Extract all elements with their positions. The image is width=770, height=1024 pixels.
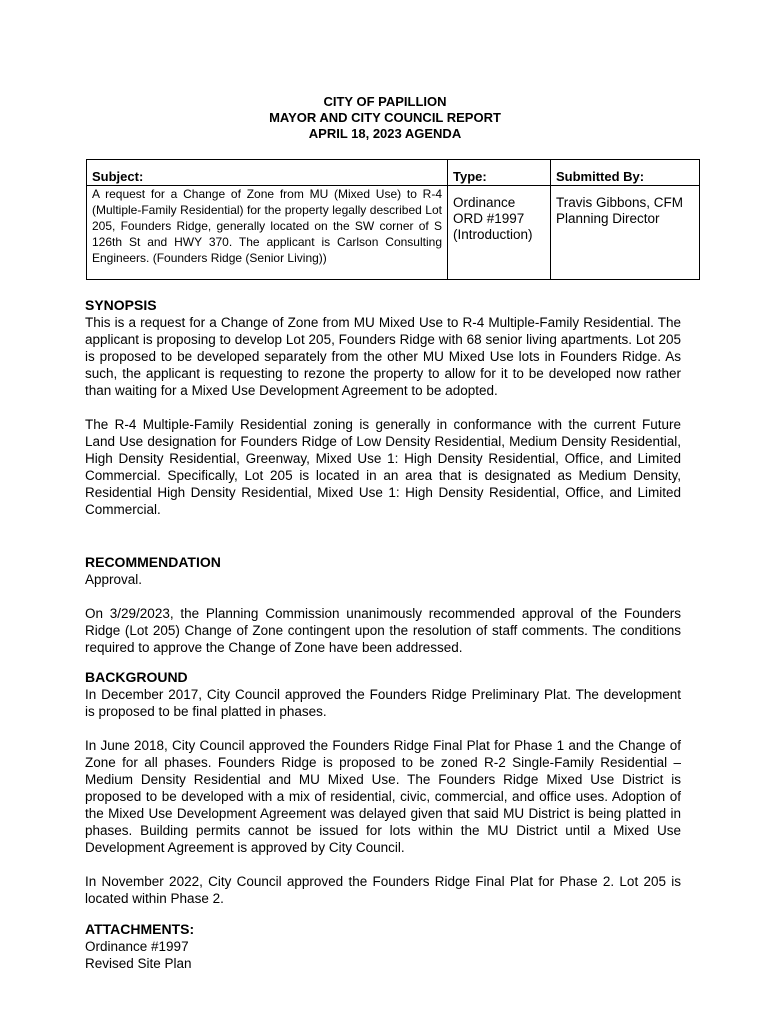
background-paragraph: In November 2022, City Council approved the Founders Ridge Final Plat for Phase 2. Lot 205 is located within Phase 2.	[85, 874, 681, 906]
table-row	[87, 186, 700, 280]
type-cell	[448, 186, 551, 280]
recommendation-paragraph: Approval.	[85, 572, 143, 587]
agenda-item-table	[86, 159, 700, 280]
agenda-date: APRIL 18, 2023 AGENDA	[308, 126, 462, 141]
type-line: ORD #1997	[453, 211, 525, 226]
submitted-by-cell	[551, 186, 700, 280]
type-header: Type:	[448, 160, 551, 186]
background-paragraph: In June 2018, City Council approved the Founders Ridge Final Plat for Phase 1 and the Change of Zone for all phases. Founders Ridge is proposed to be zoned R-2 Single-Family Residential – Medium Density Residential and MU Mixed Use. The Founders Ridge Mixed Use District is proposed to be developed with a mix of residential, civic, commercial, and office uses. Adoption of the Mixed Use Development Agreement was delayed given that said MU District is being platted in phases. Building permits cannot be issued for lots within the MU District until a Mixed Use Development Agreement is approved by City Council.	[85, 738, 681, 855]
synopsis-paragraph: The R-4 Multiple-Family Residential zoning is generally in conformance with the current Future Land Use designation for Founders Ridge of Low Density Residential, Medium Density Residential, High Density Residential, Greenway, Mixed Use 1: High Density Residential, Office, and Limited Commercial. Specifically, Lot 205 is located in an area that is designated as Medium Density, Residential High Density Residential, Mixed Use 1: High Density Residential, Office, and Limited Commercial.	[85, 417, 681, 517]
subject-cell: A request for a Change of Zone from MU (Mixed Use) to R-4 (Multiple-Family Residential) for the property legally described Lot 205, Founders Ridge, generally located on the SW corner of S 126th St and HWY 370. The applicant is Carlson Consulting Engineers. (Founders Ridge (Senior Living))	[87, 186, 448, 280]
background-paragraph: In December 2017, City Council approved the Founders Ridge Preliminary Plat. The development is proposed to be final platted in phases.	[85, 687, 681, 719]
section-heading: RECOMMENDATION	[85, 554, 221, 570]
background-section	[85, 669, 681, 907]
attachment-item: Ordinance #1997	[85, 939, 189, 954]
attachments-section	[85, 921, 681, 972]
synopsis-paragraph: This is a request for a Change of Zone from MU Mixed Use to R-4 Multiple-Family Residential. The applicant is proposing to develop Lot 205, Founders Ridge with 68 senior living apartments. Lot 205 is proposed to be developed separately from the other MU Mixed Use lots in Founders Ridge. As such, the applicant is requesting to rezone the property to allow for it to be developed now rather than waiting for a Mixed Use Development Agreement to be adopted.	[85, 315, 681, 398]
report-title: MAYOR AND CITY COUNCIL REPORT	[269, 110, 501, 125]
submitted-by-header: Submitted By:	[551, 160, 700, 186]
submitter-name: Travis Gibbons, CFM	[556, 195, 684, 210]
attachment-item: Revised Site Plan	[85, 956, 192, 971]
report-header	[0, 94, 770, 142]
city-name: CITY OF PAPILLION	[323, 94, 447, 109]
section-heading: ATTACHMENTS:	[85, 921, 195, 937]
section-heading: BACKGROUND	[85, 669, 188, 685]
subject-header: Subject:	[87, 160, 448, 186]
synopsis-section	[85, 297, 681, 518]
recommendation-section	[85, 554, 681, 656]
type-line: (Introduction)	[453, 227, 533, 242]
submitter-title: Planning Director	[556, 211, 660, 226]
type-line: Ordinance	[453, 195, 516, 210]
table-header-row	[87, 160, 700, 186]
section-heading: SYNOPSIS	[85, 297, 157, 313]
recommendation-paragraph: On 3/29/2023, the Planning Commission unanimously recommended approval of the Founders Ridge (Lot 205) Change of Zone contingent upon the resolution of staff comments. The conditions required to approve the Change of Zone have been addressed.	[85, 606, 681, 655]
